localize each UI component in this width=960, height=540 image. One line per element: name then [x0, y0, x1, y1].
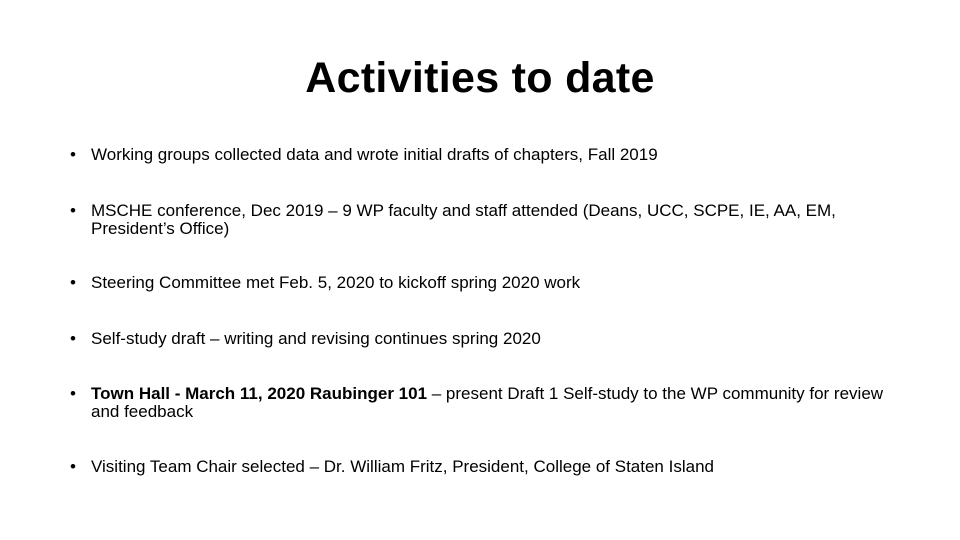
- bullet-text: MSCHE conference, Dec 2019 – 9 WP faculty and staff attended (Deans, UCC, SCPE, IE, AA, EM, President’s Office): [91, 201, 836, 238]
- bullet-text: – present Draft 1 Self-study to the WP community for review and feedback: [91, 384, 884, 421]
- bullet-item: [70, 385, 890, 421]
- bullet-text: Working groups collected data and wrote initial drafts of chapters, Fall 2019: [91, 145, 658, 164]
- bullet-bold-text: Town Hall - March 11, 2020 Raubinger 101: [91, 384, 428, 403]
- bullet-icon: •: [70, 201, 76, 220]
- bullet-item: [70, 458, 890, 476]
- slide-title: Activities to date: [305, 54, 655, 102]
- bullet-item: [70, 146, 890, 164]
- bullet-text: Steering Committee met Feb. 5, 2020 to kickoff spring 2020 work: [91, 273, 581, 292]
- bullet-text: Self-study draft – writing and revising continues spring 2020: [91, 329, 541, 348]
- bullet-icon: •: [70, 329, 76, 348]
- bullet-icon: •: [70, 145, 76, 164]
- bullet-item: [70, 330, 890, 348]
- bullet-icon: •: [70, 457, 76, 476]
- bullet-icon: •: [70, 384, 76, 403]
- bullet-item: [70, 202, 890, 238]
- bullet-text: Visiting Team Chair selected – Dr. William Fritz, President, College of Staten Island: [91, 457, 714, 476]
- bullet-icon: •: [70, 273, 76, 292]
- bullet-item: [70, 274, 890, 292]
